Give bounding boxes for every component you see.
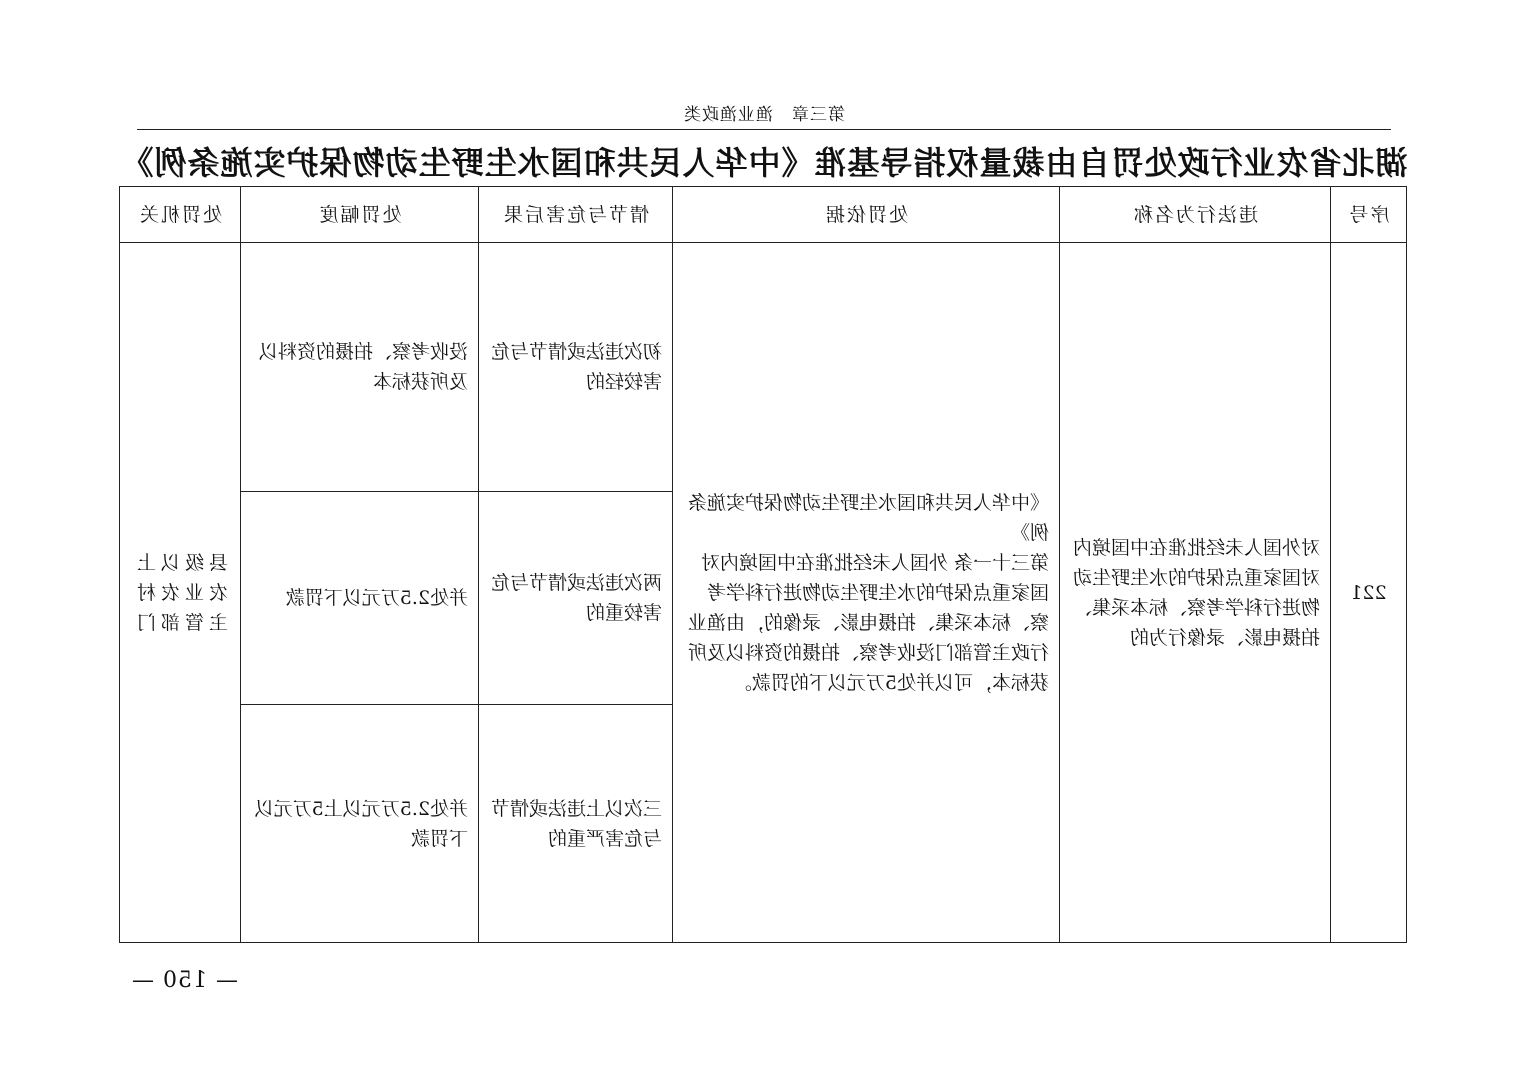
basis-law-title: 《中华人民共和国水生野生动物保护实施条例》: [687, 491, 1049, 544]
page-number: — 150 —: [131, 968, 238, 993]
cell-seq: 221: [1331, 243, 1407, 943]
header-authority: 处罚机关: [120, 187, 241, 243]
header-penalty-range: 处罚幅度: [241, 187, 479, 243]
header-divider: [137, 129, 1391, 130]
table-row: [120, 243, 1407, 492]
running-header: 第三章 渔业渔政类: [683, 105, 845, 125]
header-circumstances: 情节与危害后果: [479, 187, 673, 243]
table-header-row: [120, 187, 1407, 243]
cell-violation-name: 对外国人未经批准在中国境内对国家重点保护的水生野生动物进行科学考察、标本采集、拍摄电影、录像行为的: [1060, 243, 1331, 943]
cell-circumstances-level-3: 三次以上违法或情节与危害严重的: [479, 705, 673, 943]
header-violation-name: 违法行为名称: [1060, 187, 1331, 243]
cell-circumstances-level-2: 两次违法或情节与危害较重的: [479, 492, 673, 705]
cell-basis: [673, 243, 1060, 943]
header-seq: 序号: [1331, 187, 1407, 243]
cell-penalty-range-level-3: 并处2.5万元以上5万元以下罚款: [241, 705, 479, 943]
cell-penalty-range-level-2: 并处2.5万元以下罚款: [241, 492, 479, 705]
header-basis: 处罚依据: [673, 187, 1060, 243]
penalty-table: [119, 186, 1407, 943]
cell-circumstances-level-1: 初次违法或情节与危害较轻的: [479, 243, 673, 492]
basis-article-text: 第三十一条 外国人未经批准在中国境内对国家重点保护的水生野生动物进行科学考察、标本采集、拍摄电影、录像的，由渔业行政主管部门没收考察、拍摄的资料以及所获标本，可以并处5万元以下的罚款。: [687, 551, 1049, 694]
cell-penalty-range-level-1: 没收考察、拍摄的资料以及所获标本: [241, 243, 479, 492]
document-title: 湖北省农业行政处罚自由裁量权指导基准《中华人民共和国水生野生动物保护实施条例》: [120, 144, 1408, 182]
cell-authority: 县级以上农业农村主管部门: [120, 243, 241, 943]
